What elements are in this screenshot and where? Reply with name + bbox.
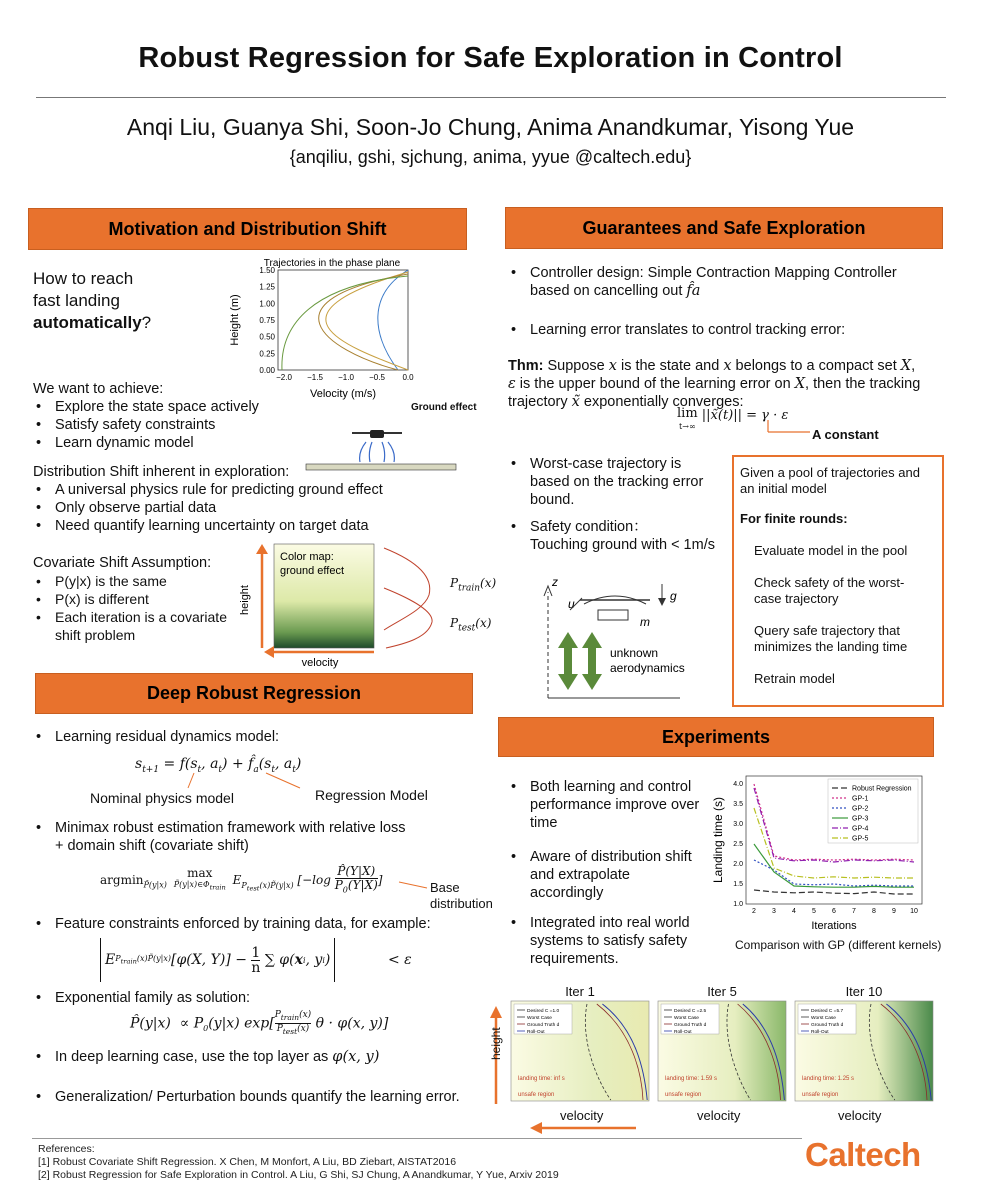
guarantees-item-2: • Learning error translates to control tracking error: (508, 321, 948, 339)
phase-y-tick: 0.00 (259, 366, 275, 375)
deep-item-1-text: • Learning residual dynamics model: (33, 728, 483, 746)
theorem-equation: lim t→∞ ||x̃(t)|| = γ · ε (677, 406, 789, 431)
u-label: u (568, 597, 575, 611)
lt-y-tick: 3.0 (733, 821, 743, 828)
experiments-header: Experiments (498, 717, 934, 757)
lt-legend-label: GP-3 (852, 815, 869, 823)
feature-constraint-bound: < ε (388, 952, 412, 968)
iteration-title: Iter 5 (707, 984, 737, 999)
deep-item-2b: + domain shift (covariate shift) (55, 838, 249, 854)
lt-x-tick: 3 (772, 908, 776, 915)
achieve-item-2: • Satisfy safety constraints (33, 416, 333, 434)
achieve-title: We want to achieve: (33, 381, 164, 397)
shift-item-3: • Need quantify learning uncertainty on target data (33, 517, 473, 535)
colormap-velocity-label: velocity (301, 657, 339, 669)
deep-item-6-text: • Generalization/ Perturbation bounds quantify the learning error. (33, 1088, 493, 1106)
phase-y-tick: 0.25 (259, 349, 275, 359)
lt-ylabel: Landing time (s) (711, 796, 725, 884)
references-divider (32, 1138, 802, 1139)
iter-velocity-arrow (528, 1120, 638, 1136)
colormap-figure (234, 540, 514, 670)
lt-y-tick: 4.0 (733, 781, 743, 788)
iteration-unsafe-region: unsafe region (802, 1092, 839, 1098)
lt-y-tick: 2.5 (733, 841, 743, 848)
references (38, 1143, 559, 1182)
phase-y-tick: 1.00 (259, 299, 275, 309)
lt-y-tick: 1.5 (733, 881, 743, 888)
airflow-lines (360, 442, 395, 462)
iter-velocity-arrow-head (530, 1122, 542, 1134)
aero-arrow-down-head (558, 674, 578, 690)
drone-body (598, 610, 628, 620)
deep-item-5: • In deep learning case, use the top layer as φ(x, y) (33, 1048, 483, 1066)
reference-1: [1] Robust Covariate Shift Regression. X Chen, M Monfort, A Liu, BD Ziebart, AISTAT2016 (38, 1156, 457, 1168)
nominal-label: Nominal physics model (90, 790, 234, 806)
achieve-section (33, 380, 333, 452)
iter-velocity-label-3: velocity (838, 1108, 882, 1123)
fa-hat-symbol: f̂a (686, 283, 701, 299)
question-mark: ? (141, 313, 152, 332)
lt-y-tick: 2.0 (733, 861, 743, 868)
phase-x-tick: −0.5 (369, 373, 385, 382)
algorithm-box: Given a pool of trajectories and an initial model For finite rounds: Evaluate model in the pool Check safety of the worst- case trajectory Query safe trajectory that minimizes the landing time Retrain model (732, 455, 944, 707)
p-test-curve (384, 588, 432, 648)
ground-effect-label: Ground effect (411, 402, 477, 413)
colormap-label-1: Color map: (280, 551, 334, 563)
reference-2: [2] Robust Regression for Safe Exploration in Control. A Liu, G Shi, SJ Chung, A Anandkumar, Y Yue, Arxiv 2019 (38, 1169, 559, 1181)
lt-x-tick: 7 (852, 908, 856, 915)
guarantees-item-1: • Controller design: Simple Contraction Mapping Controller based on cancelling out f̂a (508, 264, 948, 300)
lt-caption: Comparison with GP (different kernels) (735, 938, 942, 952)
velocity-arrow-head (264, 646, 274, 658)
iteration-panel-1 (510, 984, 650, 1104)
experiments-item-1: • Both learning and control performance improve over time (508, 778, 748, 832)
algorithm-step-3: Query safe trajectory that minimizes the landing time (754, 623, 908, 654)
phase-y-tick: 0.50 (259, 332, 275, 342)
lt-line-gp-2 (754, 860, 914, 886)
iter-velocity-label-2: velocity (697, 1108, 741, 1123)
constant-label: A constant (812, 427, 879, 442)
shift-item-2: • Only observe partial data (33, 499, 473, 517)
base-pointer (395, 862, 435, 892)
lt-line-gp-3 (754, 844, 914, 887)
lt-y-ticks (733, 781, 743, 908)
references-title: References: (38, 1143, 95, 1155)
regression-label: Regression Model (315, 787, 428, 803)
caltech-logo: Caltech (805, 1136, 921, 1173)
phase-curve-orange-2 (319, 274, 408, 370)
achieve-item-1: • Explore the state space actively (33, 398, 333, 416)
phase-x-tick: −1.5 (307, 373, 323, 382)
iteration-legend-label: Worst Case (527, 1016, 552, 1021)
height-arrow-head (256, 544, 268, 554)
base-distribution-label: Base distribution (430, 880, 493, 911)
achieve-list (33, 398, 333, 452)
lt-x-tick: 2 (752, 908, 756, 915)
p-test-label: $P_{test}(x)$ (450, 616, 492, 634)
iteration-landing-time: landing time: 1.25 s (802, 1076, 855, 1082)
deep-header: Deep Robust Regression (35, 673, 473, 714)
algorithm-step-2: Check safety of the worst- case trajectory (754, 575, 905, 606)
shift-list (33, 481, 473, 535)
covariate-title: Covariate Shift Assumption: (33, 555, 212, 571)
guarantees-item-3: • Worst-case trajectory is based on the tracking error bound. (508, 455, 738, 509)
lt-legend-label: GP-2 (852, 805, 869, 813)
algorithm-step-4: Retrain model (754, 671, 835, 686)
iteration-legend-label: Ground Truth d (674, 1023, 707, 1028)
lt-x-tick: 4 (792, 908, 796, 915)
iteration-plot (657, 1000, 787, 1102)
aero-arrow-up-head (558, 632, 578, 648)
iter-height-label: height (489, 1027, 503, 1060)
experiments-item-3: • Integrated into real world systems to satisfy safety requirements. (508, 914, 748, 968)
question-emph: automatically (33, 313, 142, 332)
phase-y-tick: 1.25 (259, 282, 275, 292)
iteration-landing-time: landing time: inf s (518, 1076, 565, 1082)
iteration-legend-label: Roll-Out (674, 1030, 692, 1035)
exponential-family-equation: P̂(y|x) ∝ $P_0(y|x)$ exp[ $P_{train}(x)$ $P_{test}(x) \theta \cdot \varphi(x$, y)] (130, 1010, 389, 1036)
shift-title: Distribution Shift inherent in exploration: (33, 464, 290, 480)
theorem: Thm: Suppose x is the state and x belongs to a compact set X, ε is the upper bound of the learning error on X, then the tracking trajectory x̃ exponentially converges: (508, 358, 921, 410)
iteration-panel-2 (657, 984, 787, 1104)
phase-x-tick: −1.0 (338, 373, 354, 382)
covariate-item-1: • P(y|x) is the same (33, 572, 243, 590)
iteration-title: Iter 1 (565, 984, 595, 999)
deep-item-4 (33, 989, 483, 1007)
drone-body-icon (370, 430, 384, 438)
phase-chart-title: Trajectories in the phase plane (263, 258, 401, 269)
lt-y-tick: 1.0 (733, 901, 743, 908)
m-label: m (640, 615, 650, 629)
phase-xlabel: Velocity (m/s) (309, 388, 377, 400)
phase-ylabel: Height (m) (229, 294, 241, 346)
lt-legend-label: GP-5 (852, 835, 869, 843)
iteration-plot (510, 1000, 650, 1102)
deep-item-2a: Minimax robust estimation framework with relative loss (55, 820, 406, 836)
phase-x-tick: 0.0 (402, 373, 414, 382)
lt-xlabel: Iterations (811, 920, 857, 932)
covariate-list (33, 572, 243, 644)
p-train-curve (384, 548, 430, 630)
iteration-title: Iter 10 (845, 984, 883, 999)
phase-curve-blue (378, 270, 408, 370)
guarantees-header: Guarantees and Safe Exploration (505, 207, 943, 249)
deep-item-6 (33, 1088, 493, 1106)
lt-x-tick: 6 (832, 908, 836, 915)
algorithm-rounds: For finite rounds: (740, 511, 848, 526)
iteration-legend-label: Ground Truth d (811, 1023, 844, 1028)
iteration-legend-label: Roll-Out (527, 1030, 545, 1035)
lt-legend-label: Robust Regression (852, 785, 912, 793)
nominal-pointer (188, 773, 194, 788)
question-line-1: How to reach (33, 269, 134, 288)
lt-legend (828, 779, 918, 843)
colormap-label-2: ground effect (280, 565, 345, 577)
covariate-section (33, 554, 243, 644)
iteration-legend-label: Desired C =5.7 (811, 1009, 844, 1014)
iteration-unsafe-region: unsafe region (665, 1092, 702, 1098)
experiments-item-2: • Aware of distribution shift and extrapolate accordingly (508, 848, 748, 902)
iteration-legend-label: Worst Case (811, 1016, 836, 1021)
lt-x-tick: 10 (910, 908, 918, 915)
motivation-header: Motivation and Distribution Shift (28, 208, 467, 250)
phase-y-tick: 0.75 (259, 316, 275, 325)
shift-section (33, 463, 473, 535)
phi-symbol: φ(x, y) (332, 1049, 380, 1065)
lt-legend-label: GP-1 (852, 795, 869, 803)
constant-pointer (760, 416, 820, 438)
iteration-unsafe-region: unsafe region (518, 1092, 555, 1098)
p-train-label: $P_{train}(x)$ (450, 576, 497, 594)
minimax-equation: argmin$_{P̂(y|x)}$ max $P̃(y|x)\in\Phi_{train}$ $E_{P_{test}(x)P̃(y|x)}$ [−log $\frac{P̂(Y|X)}{P_0(Y|X)}$] (100, 864, 383, 895)
lt-legend-label: GP-4 (852, 825, 869, 833)
deep-item-2 (33, 819, 483, 855)
aero-label-2: aerodynamics (610, 661, 685, 675)
iteration-landing-time: landing time: 1.59 s (665, 1076, 718, 1082)
iteration-panels (510, 984, 940, 1104)
guarantees-item-4: • Safety condition： Touching ground with < 1m/s (508, 518, 748, 554)
deep-item-3 (33, 915, 483, 933)
achieve-item-3: • Learn dynamic model (33, 434, 333, 452)
lt-x-ticks (752, 908, 918, 915)
iteration-legend-label: Desired C =1.0 (527, 1009, 560, 1014)
deep-item-1 (33, 728, 483, 746)
iteration-legend-label: Roll-Out (811, 1030, 829, 1035)
deep-item-3-text: • Feature constraints enforced by training data, for example: (33, 915, 483, 933)
regression-pointer (266, 773, 300, 788)
poster-title: Robust Regression for Safe Exploration in Control (138, 42, 843, 74)
lt-x-tick: 8 (872, 908, 876, 915)
iter-height-arrow-head (490, 1006, 502, 1018)
lt-x-tick: 9 (892, 908, 896, 915)
g-label: g (670, 589, 677, 603)
phase-y-ticks (259, 266, 275, 375)
iteration-legend-label: Desired C =2.5 (674, 1009, 707, 1014)
phase-curve-orange-1 (326, 272, 408, 370)
covariate-item-3: • Each iteration is a covariate shift problem (33, 608, 243, 644)
colormap-height-label: height (239, 585, 251, 615)
question-line-2: fast landing (33, 291, 120, 310)
lt-y-tick: 3.5 (733, 801, 743, 808)
residual-equation: $s_{t+1} = f(s_t$, $a_t$) + $f̂_a(s_t$, $a_t$) (135, 756, 302, 775)
title-divider (36, 97, 946, 98)
iteration-panel-3 (794, 984, 934, 1104)
drone-force-diagram (540, 570, 730, 705)
algorithm-step-1: Evaluate model in the pool (754, 543, 908, 558)
iteration-plot (794, 1000, 934, 1102)
motivation-question (33, 268, 151, 334)
aero-label-1: unknown (610, 646, 659, 660)
iteration-legend-label: Ground Truth d (527, 1023, 560, 1028)
deep-item-4-text: • Exponential family as solution: (33, 989, 483, 1007)
landing-time-chart (710, 770, 930, 935)
phase-y-tick: 1.50 (259, 266, 275, 275)
iteration-legend-label: Worst Case (674, 1016, 699, 1021)
emails: {anqiliu, gshi, sjchung, anima, yyue @caltech.edu} (289, 147, 692, 167)
iter-velocity-label-1: velocity (560, 1108, 604, 1123)
covariate-item-2: • P(x) is different (33, 590, 243, 608)
feature-constraint-equation: E $P_{train}(x)P̃(y|x)$ [φ(X, Y)] − 1 n ∑ φ( x i , y i ) (100, 938, 335, 982)
z-label: z (552, 575, 558, 589)
phase-x-tick: −2.0 (276, 373, 292, 382)
authors: Anqi Liu, Guanya Shi, Soon-Jo Chung, Anima Anandkumar, Yisong Yue (126, 114, 855, 140)
shift-item-1: • A universal physics rule for predicting ground effect (33, 481, 473, 499)
thm-label: Thm: (508, 358, 544, 374)
lt-x-tick: 5 (812, 908, 816, 915)
lt-line-robust-regression (754, 890, 914, 894)
